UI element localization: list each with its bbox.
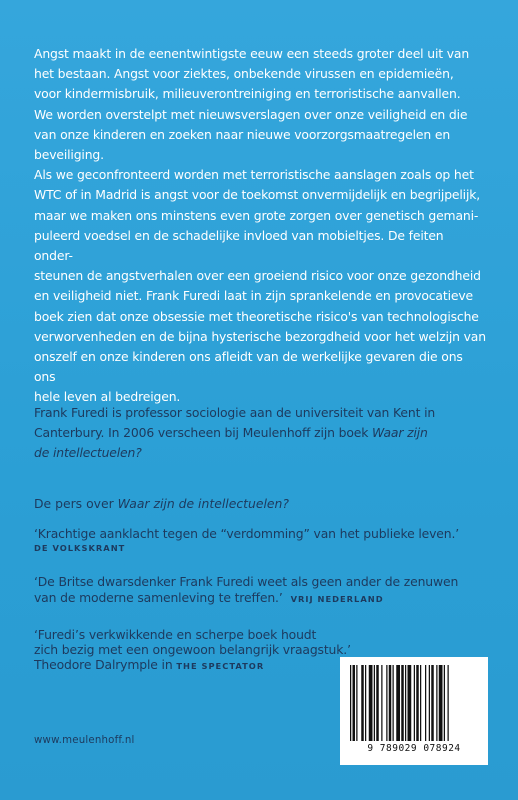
- barcode-bar: [436, 665, 437, 741]
- blurb-text: [34, 44, 486, 408]
- barcode-bar: [365, 665, 366, 741]
- barcode-bar: [369, 665, 373, 741]
- barcode-bar: [374, 665, 375, 741]
- press-quote: [34, 574, 486, 608]
- quote-line: zich bezig met een ongewoon belangrijk vraagstuk.’: [34, 642, 351, 657]
- blurb-line: boek zien dat onze obsessie met theoretische risico's van technologische: [34, 308, 479, 324]
- blurb-line: beveiliging.: [34, 147, 104, 163]
- press-heading-text: De pers over: [34, 496, 118, 511]
- barcode-bar: [408, 665, 412, 741]
- quote-line: van de moderne samenleving te treffen.’: [34, 590, 283, 605]
- author-bio: [34, 403, 486, 464]
- barcode-bar: [350, 665, 351, 741]
- bio-line: [34, 443, 486, 463]
- barcode-bar: [420, 665, 421, 741]
- barcode-bar: [376, 665, 379, 741]
- barcode-bar: [425, 665, 426, 741]
- barcode-bar: [429, 665, 430, 741]
- quote-line: ‘De Britse dwarsdenker Frank Furedi weet als geen ander de zenuwen: [34, 574, 459, 589]
- blurb-line: hele leven al bedreigen.: [34, 389, 181, 405]
- barcode-bar: [393, 665, 394, 741]
- barcode-bar: [381, 665, 382, 741]
- bio-text: Canterbury. In 2006 verscheen bij Meulenhoff zijn boek: [34, 425, 373, 441]
- quote-source: VRIJ NEDERLAND: [290, 594, 384, 604]
- barcode-bar: [439, 665, 443, 741]
- barcode-bar: [353, 665, 356, 741]
- barcode: [340, 657, 488, 765]
- blurb-line: WTC of in Madrid is angst voor de toekomst onvermijdelijk en begrijpelijk,: [34, 187, 481, 203]
- blurb-line: puleerd voedsel en de schadelijke invloed van mobieltjes. De feiten onder-: [34, 227, 444, 264]
- publisher-url[interactable]: www.meulenhoff.nl: [34, 735, 135, 746]
- blurb-line: We worden overstelpt met nieuwsverslagen over onze veiligheid en die: [34, 106, 468, 122]
- quote-source: THE SPECTATOR: [176, 661, 265, 671]
- barcode-bar: [356, 665, 357, 741]
- press-heading-title: Waar zijn de intellectuelen?: [117, 496, 289, 511]
- blurb-line: maar we maken ons minstens even grote zorgen over genetisch gemani-: [34, 207, 479, 223]
- blurb-line: en veiligheid niet. Frank Furedi laat in zijn sprankelende en provocatieve: [34, 288, 473, 304]
- quote-line: ‘Krachtige aanklacht tegen de “verdomming” van het publieke leven.’: [34, 526, 460, 541]
- blurb-line: Als we geconfronteerd worden met terroristische aanslagen zoals op het: [34, 167, 474, 183]
- blurb-line: van onze kinderen en zoeken naar nieuwe voorzorgsmaatregelen en: [34, 126, 451, 142]
- quote-line: ‘Furedi’s verkwikkende en scherpe boek houdt: [34, 627, 317, 642]
- barcode-bar: [401, 665, 404, 741]
- blurb-line: onszelf en onze kinderen ons afleidt van de werkelijke gevaren die ons ons: [34, 349, 463, 385]
- press-quote: [34, 526, 486, 556]
- barcode-bar: [448, 665, 449, 741]
- bio-line: [34, 423, 486, 443]
- blurb-line: verworvenheden en de bijna hysterische bezorgdheid voor het welzijn van: [34, 328, 486, 344]
- barcode-bar: [396, 665, 400, 741]
- barcode-bar: [444, 665, 445, 741]
- book-title: Waar zijn: [372, 425, 428, 441]
- barcode-bars: [348, 665, 480, 741]
- barcode-bar: [414, 665, 415, 741]
- attribution-name: Theodore Dalrymple in: [34, 657, 177, 672]
- barcode-bar: [389, 665, 392, 741]
- blurb-line: voor kindermisbruik, milieuverontreiniging en terroristische aanvallen.: [34, 86, 461, 102]
- barcode-bar: [405, 665, 406, 741]
- barcode-bar: [416, 665, 419, 741]
- isbn-number: 9 789029 078924: [367, 743, 461, 754]
- book-title: de intellectuelen?: [34, 445, 142, 461]
- barcode-bar: [431, 665, 434, 741]
- quote-source: DE VOLKSKRANT: [34, 543, 126, 553]
- press-heading: [34, 494, 486, 514]
- barcode-bar: [386, 665, 387, 741]
- blurb-line: steunen de angstverhalen over een groeiend risico voor onze gezondheid: [34, 268, 481, 284]
- blurb-line: het bestaan. Angst voor ziektes, onbekende virussen en epidemieën,: [34, 66, 454, 82]
- blurb-line: Angst maakt in de eenentwintigste eeuw een steeds groter deel uit van: [34, 46, 470, 61]
- barcode-bar: [361, 665, 364, 741]
- bio-line: Frank Furedi is professor sociologie aan de universiteit van Kent in: [34, 405, 436, 420]
